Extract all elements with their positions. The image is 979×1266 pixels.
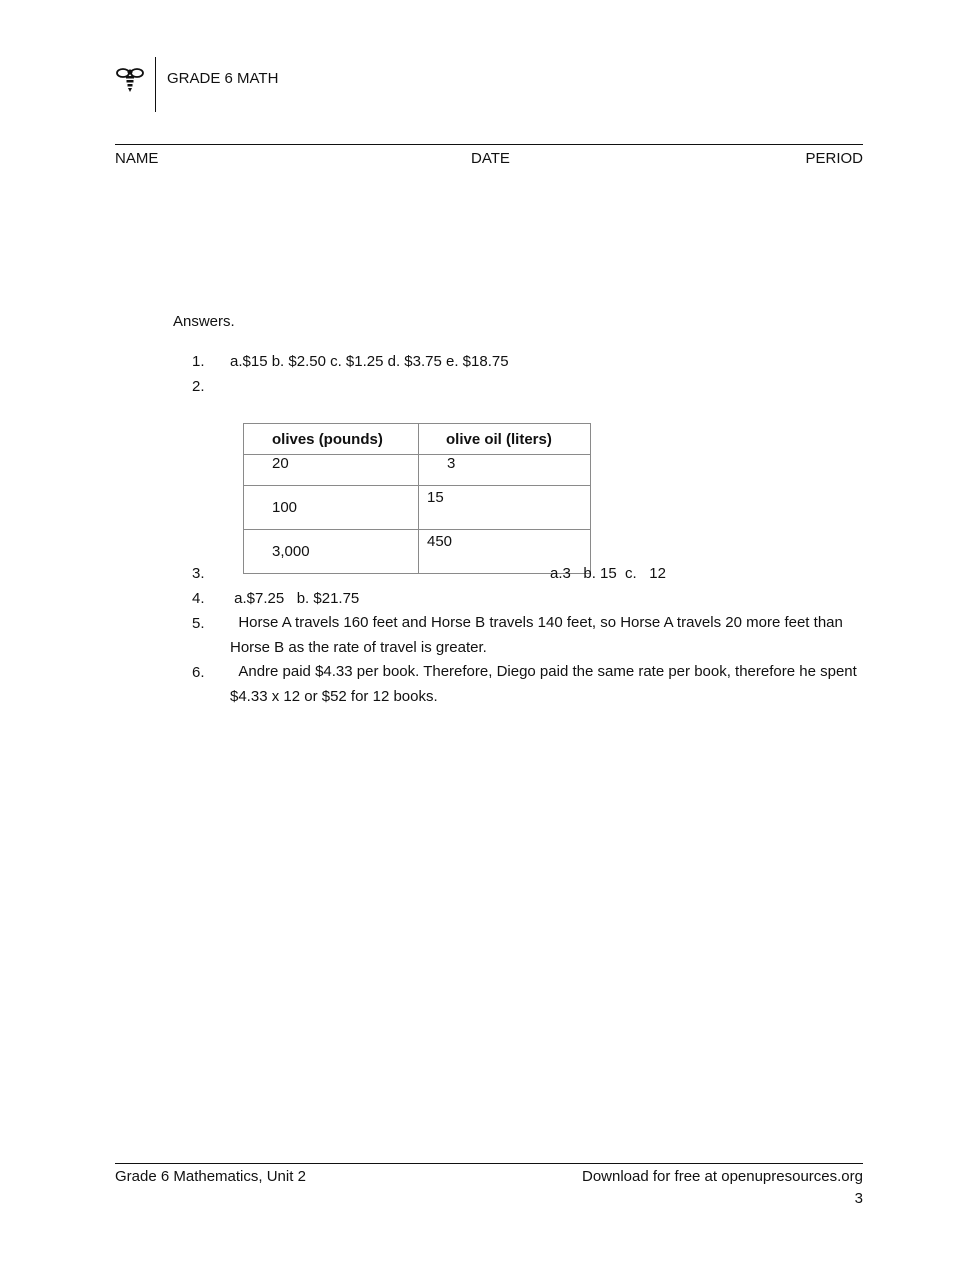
item-number: 5. (192, 615, 205, 632)
footer-download-link[interactable]: Download for free at openupresources.org (581, 1168, 863, 1185)
table-header: olive oil (liters) (419, 424, 591, 455)
bee-logo-icon (114, 64, 146, 96)
course-title: GRADE 6 MATH (167, 70, 279, 87)
table-row (244, 530, 591, 574)
answer-text: Andre paid $4.33 per book. Therefore, Diego paid the same rate per book, therefore he spent $4.33 x 12 or $52 for 12 books. (230, 663, 861, 705)
item-number: 4. (192, 590, 205, 607)
table-header: olives (pounds) (244, 424, 419, 455)
table-cell: 3 (419, 455, 591, 486)
item-number: 6. (192, 664, 205, 681)
table-cell: 3,000 (244, 530, 419, 574)
item-number: 1. (192, 353, 205, 370)
header-rule (115, 144, 863, 145)
footer-course: Grade 6 Mathematics, Unit 2 (115, 1168, 306, 1185)
date-label: DATE (471, 150, 510, 167)
answer-text: Horse A travels 160 feet and Horse B travels 140 feet, so Horse A travels 20 more feet than Horse B as the rate of travel is greater. (230, 614, 848, 656)
page-number: 3 (854, 1190, 863, 1207)
table-row (244, 455, 591, 486)
answer-text: a.$7.25 b. $21.75 (230, 590, 360, 607)
answers-heading: Answers. (173, 313, 235, 330)
table-cell: 450 (419, 530, 591, 574)
footer-rule (115, 1163, 863, 1164)
answer-text: a.3 b. 15 c. 12 (550, 565, 666, 582)
item-number: 3. (192, 565, 205, 582)
period-label: PERIOD (805, 150, 863, 167)
answer-text: a.$15 b. $2.50 c. $1.25 d. $3.75 e. $18.75 (230, 353, 509, 370)
header-divider (155, 57, 156, 112)
table-cell: 20 (244, 455, 419, 486)
item-number: 2. (192, 378, 205, 395)
olives-table (243, 423, 591, 574)
table-row (244, 486, 591, 530)
name-label: NAME (115, 150, 159, 167)
table-cell: 100 (244, 486, 419, 530)
table-cell: 15 (419, 486, 591, 530)
